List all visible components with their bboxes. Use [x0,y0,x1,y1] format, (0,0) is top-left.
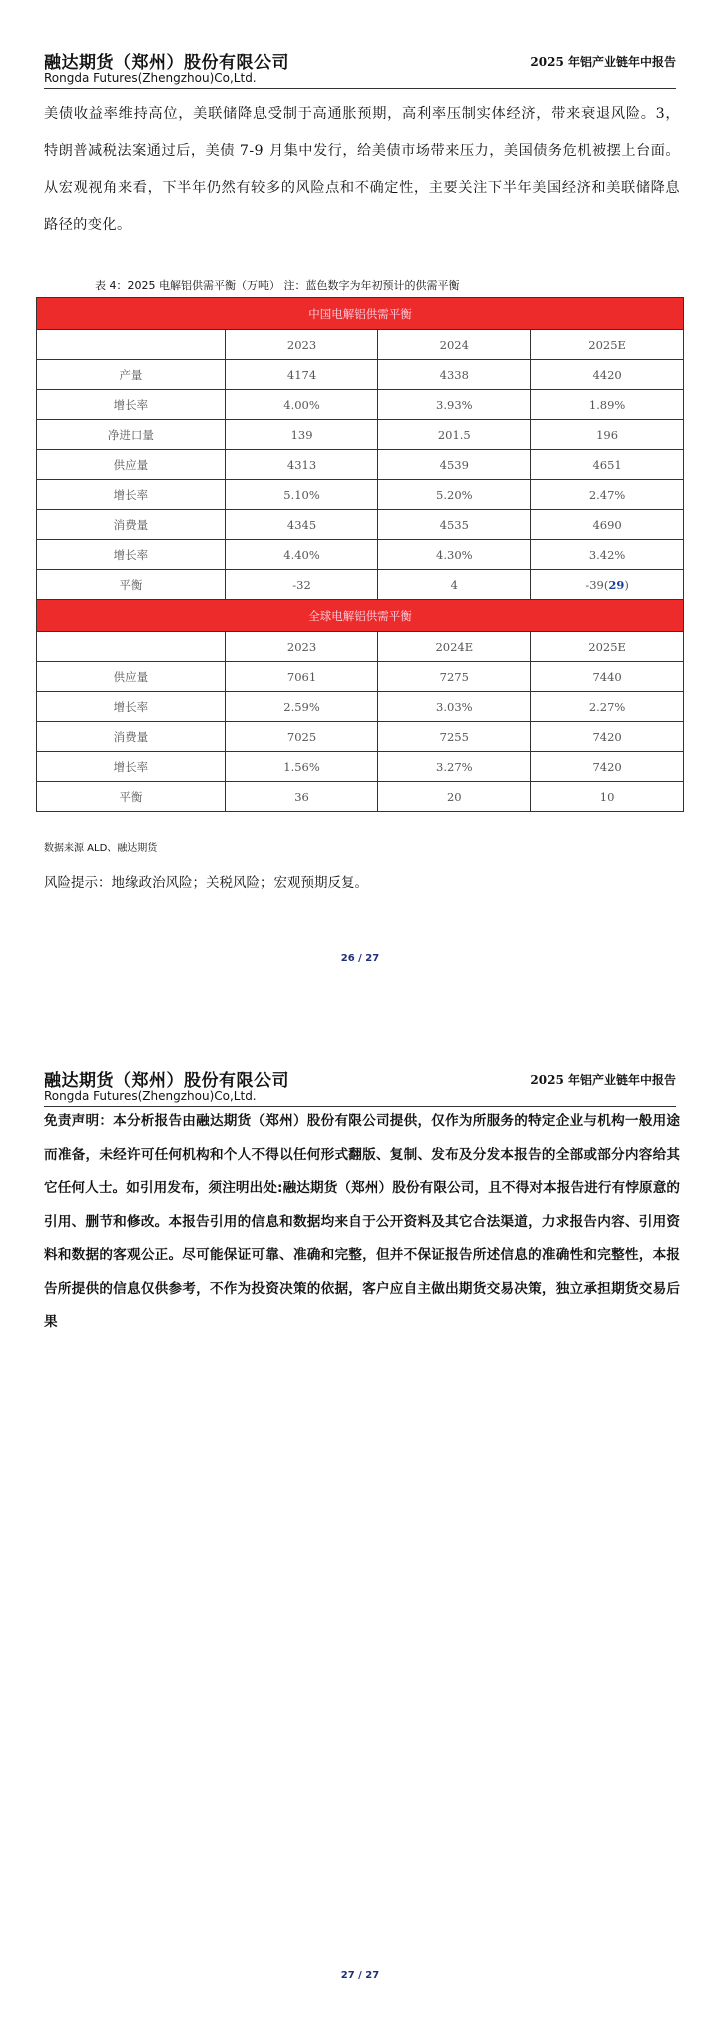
year-cell: 2025E [531,330,684,360]
year-cell: 2024E [378,632,531,662]
header-divider [44,88,676,89]
china-section-title: 中国电解铝供需平衡 [37,298,684,330]
paren-open: ( [603,577,609,592]
row-label: 增长率 [37,480,226,510]
page-header [44,48,676,88]
forecast-balance-value: 29 [608,577,625,592]
table-cell: 3.93% [378,390,531,420]
table-cell: 4.40% [225,540,378,570]
table-row [37,692,684,722]
table-cell: 4420 [531,360,684,390]
table-cell: 2.59% [225,692,378,722]
china-year-row [37,330,684,360]
table-cell: 5.20% [378,480,531,510]
table-row [37,450,684,480]
table-cell: 3.42% [531,540,684,570]
year-cell: 2025E [531,632,684,662]
row-label: 消费量 [37,722,226,752]
row-label: 平衡 [37,570,226,600]
table-cell: 20 [378,782,531,812]
aluminum-balance-table [36,297,684,812]
table-cell: 4.30% [378,540,531,570]
table-cell: -32 [225,570,378,600]
table-row [37,510,684,540]
table-row [37,360,684,390]
table-caption: 表 4：2025 电解铝供需平衡（万吨） 注：蓝色数字为年初预计的供需平衡 [95,279,460,292]
table-cell: 36 [225,782,378,812]
table-row [37,390,684,420]
paren-close: ) [624,577,629,592]
table-cell: 2.47% [531,480,684,510]
row-label: 增长率 [37,752,226,782]
table-cell: 7420 [531,722,684,752]
row-label: 供应量 [37,450,226,480]
table-cell: 4338 [378,360,531,390]
company-logo-cn: 融达期货（郑州）股份有限公司 [44,53,289,73]
table-cell: 7025 [225,722,378,752]
row-label: 产量 [37,360,226,390]
macro-paragraph: 美债收益率维持高位，美联储降息受制于高通胀预期，高利率压制实体经济，带来衰退风险。3，特朗普减税法案通过后，美债 7-9 月集中发行，给美债市场带来压力，美国债务危机被摆上台面。从宏观视角来看，下半年仍然有较多的风险点和不确定性，主要关注下半年美国经济和美联储降息路径的变化。 [44,106,680,233]
data-source-note: 数据来源 ALD、融达期货 [44,843,158,854]
table-cell: 4535 [378,510,531,540]
table-cell: 7440 [531,662,684,692]
table-row [37,480,684,510]
table-cell: 2.27% [531,692,684,722]
table-row [37,662,684,692]
row-label: 净进口量 [37,420,226,450]
page-header [44,1066,676,1106]
table-cell [531,570,684,600]
table-cell: 139 [225,420,378,450]
global-section-title: 全球电解铝供需平衡 [37,600,684,632]
table-cell: 4345 [225,510,378,540]
table-cell: 4651 [531,450,684,480]
row-label: 增长率 [37,540,226,570]
table-cell: 7255 [378,722,531,752]
row-label: 增长率 [37,692,226,722]
risk-warning: 风险提示：地缘政治风险；关税风险；宏观预期反复。 [44,875,368,891]
table-cell: 4690 [531,510,684,540]
global-balance-row [37,782,684,812]
table-cell: 3.03% [378,692,531,722]
report-title: 2025 年铝产业链年中报告 [530,1073,676,1087]
table-cell: 4539 [378,450,531,480]
table-cell: 196 [531,420,684,450]
report-title: 2025 年铝产业链年中报告 [530,55,676,69]
page-number: 26 / 27 [340,953,380,964]
table-cell: 7061 [225,662,378,692]
year-cell: 2023 [225,330,378,360]
table-row [37,752,684,782]
global-section-header [37,600,684,632]
year-cell: 2023 [225,632,378,662]
row-label: 平衡 [37,782,226,812]
company-logo-en: Rongda Futures(Zhengzhou)Co,Ltd. [44,71,257,85]
table-cell: 7275 [378,662,531,692]
year-cell: 2024 [378,330,531,360]
china-section-header [37,298,684,330]
table-row [37,540,684,570]
table-row [37,420,684,450]
disclaimer-text: 免责声明：本分析报告由融达期货（郑州）股份有限公司提供，仅作为所服务的特定企业与机构一般用途而准备，未经许可任何机构和个人不得以任何形式翻版、复制、发布及分发本报告的全部或部分内容给其它任何人士。如引用发布，须注明出处:融达期货（郑州）股份有限公司，且不得对本报告进行有悖原意的引用、删节和修改。本报告引用的信息和数据均来自于公开资料及其它合法渠道，力求报告内容、引用资料和数据的客观公正。尽可能保证可靠、准确和完整，但并不保证报告所述信息的准确性和完整性，本报告所提供的信息仅供参考，不作为投资决策的依据，客户应自主做出期货交易决策，独立承担期货交易后果 [44,1113,680,1330]
row-label: 供应量 [37,662,226,692]
table-cell: 4.00% [225,390,378,420]
china-balance-row [37,570,684,600]
row-label: 增长率 [37,390,226,420]
balance-actual: -39 [585,577,604,592]
report-page-27 [0,1018,720,2036]
table-cell: 1.89% [531,390,684,420]
company-logo-cn: 融达期货（郑州）股份有限公司 [44,1071,289,1091]
global-year-row [37,632,684,662]
table-cell: 201.5 [378,420,531,450]
table-cell: 4174 [225,360,378,390]
table-cell: 4313 [225,450,378,480]
table-cell: 5.10% [225,480,378,510]
table-cell: 10 [531,782,684,812]
table-cell: 3.27% [378,752,531,782]
page-number: 27 / 27 [340,1970,380,1981]
company-logo-en: Rongda Futures(Zhengzhou)Co,Ltd. [44,1089,257,1103]
table-cell: 7420 [531,752,684,782]
table-cell: 1.56% [225,752,378,782]
table-row [37,722,684,752]
row-label: 消费量 [37,510,226,540]
table-cell: 4 [378,570,531,600]
